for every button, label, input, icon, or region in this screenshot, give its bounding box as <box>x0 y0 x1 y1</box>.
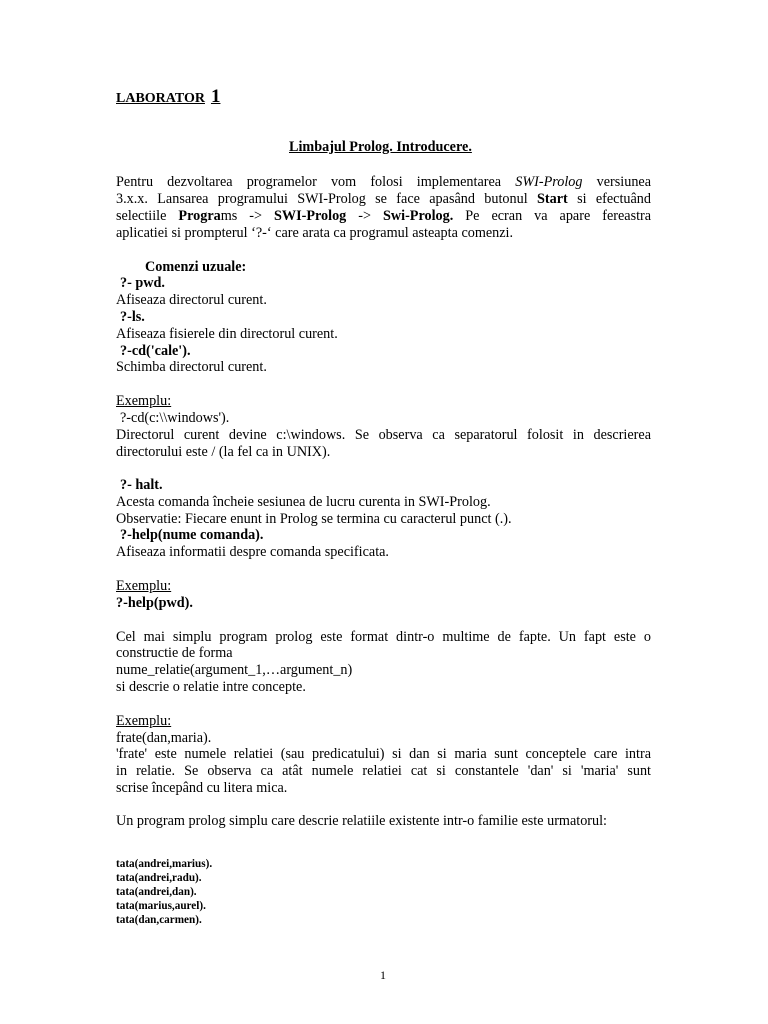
intro-text: Pe ecran va apare fereastra <box>465 208 652 224</box>
halt-command: ?- halt. <box>120 477 163 493</box>
fact-line: tata(andrei,radu). <box>116 872 202 884</box>
lab-number: 1 <box>210 86 221 107</box>
page-subtitle: Limbajul Prolog. Introducere. <box>289 139 472 155</box>
example-code-1: ?-cd(c:\\windows'). <box>120 410 230 426</box>
pwd-description: Afiseaza directorul curent. <box>116 292 267 308</box>
intro-text: -> <box>358 208 371 224</box>
example-desc-3-line-2: in relatie. Se observa ca atât numele relatiei cat si constantele 'dan' si 'maria' sunt <box>116 763 651 779</box>
fact-line: tata(andrei,dan). <box>116 886 197 898</box>
example-label-2: Exemplu: <box>116 578 172 594</box>
intro-text: Pentru dezvoltarea programelor vom folosi implementarea <box>116 174 502 190</box>
ls-description: Afiseaza fisierele din directorul curent. <box>116 326 338 342</box>
cd-command: ?-cd('cale'). <box>120 343 191 359</box>
help-description: Afiseaza informatii despre comanda specificata. <box>116 544 389 560</box>
swi-prolog-bold: SWI-Prolog <box>274 208 347 224</box>
example-desc-1-line-2: directorului este / (la fel ca in UNIX). <box>116 444 331 460</box>
intro-text: 3.x.x. Lansarea programului SWI-Prolog se face apasând butonul <box>116 191 528 207</box>
intro-text: ms -> <box>220 208 262 224</box>
intro-text: si efectuând <box>577 191 651 207</box>
example-desc-3-line-3: scrise începând cu litera mica. <box>116 780 288 796</box>
intro-text: versiunea <box>596 174 652 190</box>
fact-line: tata(andrei,marius). <box>116 858 213 870</box>
program-line-2: constructie de forma <box>116 645 233 661</box>
example-desc-3-line-1: 'frate' este numele relatiei (sau predicatului) si dan si maria sunt conceptele care intra <box>116 746 651 762</box>
intro-text: selectiile <box>116 208 167 224</box>
program-line-1: Cel mai simplu program prolog este format dintr-o multime de fapte. Un fapt este o <box>116 629 651 645</box>
example-label-1: Exemplu: <box>116 393 172 409</box>
lab-title <box>116 88 220 107</box>
program-line-3: nume_relatie(argument_1,…argument_n) <box>116 662 353 678</box>
page-number: 1 <box>380 968 386 982</box>
programs-bold: Progra <box>178 208 221 224</box>
example-desc-1-line-1: Directorul curent devine c:\windows. Se observa ca separatorul folosit in descrierea <box>116 427 651 443</box>
fact-line: tata(dan,carmen). <box>116 914 202 926</box>
ls-command: ?-ls. <box>120 309 145 325</box>
fact-line: tata(marius,aurel). <box>116 900 206 912</box>
program-line-4: si descrie o relatie intre concepte. <box>116 679 306 695</box>
lab-title-text: LABORATOR <box>116 91 205 106</box>
halt-description: Acesta comanda încheie sesiunea de lucru curenta in SWI-Prolog. <box>116 494 491 510</box>
example-label-3: Exemplu: <box>116 713 172 729</box>
swi-prolog-bold-2: Swi-Prolog. <box>383 208 454 224</box>
intro-line-3 <box>116 208 651 225</box>
start-bold: Start <box>536 191 568 207</box>
commands-header: Comenzi uzuale: <box>145 259 247 275</box>
help-command: ?-help(nume comanda). <box>120 527 264 543</box>
observation-text: Observatie: Fiecare enunt in Prolog se termina cu caracterul punct (.). <box>116 511 512 527</box>
intro-line-4: aplicatiei si prompterul ‘?-‘ care arata ca programul asteapta comenzi. <box>116 225 514 241</box>
swi-prolog-italic: SWI-Prolog <box>515 174 583 190</box>
pwd-command: ?- pwd. <box>120 275 165 291</box>
example-code-3: frate(dan,maria). <box>116 730 212 746</box>
family-intro: Un program prolog simplu care descrie relatiile existente intr-o familie este urmatorul: <box>116 813 607 829</box>
intro-line-2 <box>116 191 651 208</box>
cd-description: Schimba directorul curent. <box>116 359 267 375</box>
example-code-2: ?-help(pwd). <box>116 595 193 611</box>
intro-line-1 <box>116 174 651 191</box>
